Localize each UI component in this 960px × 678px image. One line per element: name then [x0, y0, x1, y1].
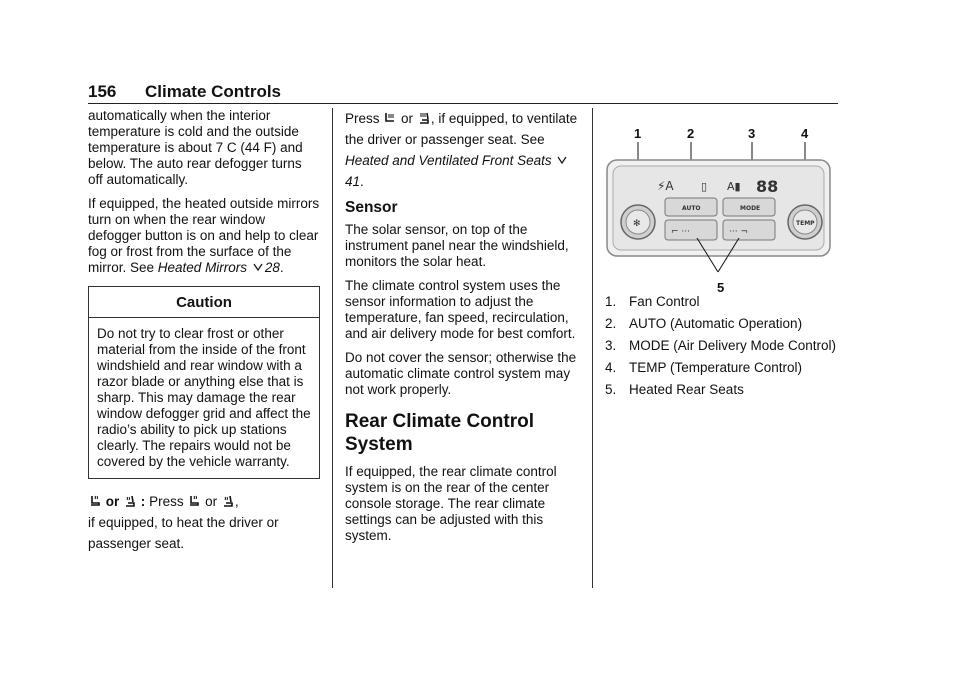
- ventilated-seat-paragraph: [345, 108, 581, 192]
- rear-climate-paragraph: If equipped, the rear climate control system is on the rear of the center console storage. The rear climate settings can be adjusted with this system.: [345, 464, 557, 543]
- column-divider: [592, 108, 593, 588]
- legend-item: [605, 316, 840, 332]
- legend-number: 1.: [605, 294, 617, 309]
- legend-number: 2.: [605, 316, 617, 331]
- column-middle: [345, 108, 581, 552]
- heated-seat-icon: [88, 494, 102, 508]
- column-right: [605, 108, 840, 404]
- callout-3: 3: [748, 126, 756, 141]
- svg-text:··· ¬: ··· ¬: [729, 227, 748, 237]
- legend-item: [605, 294, 840, 310]
- legend-text: TEMP (Temperature Control): [629, 360, 803, 375]
- sensor-heading: Sensor: [345, 199, 398, 216]
- callout-legend: [605, 294, 840, 398]
- svg-text:✻: ✻: [633, 219, 641, 229]
- defogger-paragraph: automatically when the interior temperature is cold and the outside temperature is about 7 C (44 F) and below. The auto rear defogger turns off automatically.: [88, 108, 303, 187]
- heated-seat-paragraph: [88, 491, 320, 554]
- panel-display-digits: 88: [756, 177, 779, 196]
- panel-drawing: [605, 110, 840, 280]
- heated-mirrors-paragraph: [88, 196, 320, 276]
- heated-seatback-icon: [221, 494, 235, 508]
- sensor-paragraph-3: Do not cover the sensor; otherwise the automatic climate control system may not work properly.: [345, 350, 577, 397]
- column-left: [88, 108, 320, 562]
- page-title: Climate Controls: [145, 82, 282, 101]
- mode-button-label: MODE: [740, 205, 761, 212]
- svg-text:⚡A: ⚡A: [657, 179, 674, 193]
- legend-text: Heated Rear Seats: [629, 382, 744, 397]
- or-word: or: [205, 494, 218, 509]
- ventilated-seatback-icon: [417, 111, 431, 125]
- legend-number: 3.: [605, 338, 617, 353]
- callout-2: 2: [687, 126, 695, 141]
- heated-seat-icon: [187, 494, 201, 508]
- page-number: 156: [88, 82, 117, 101]
- legend-text: Fan Control: [629, 294, 700, 309]
- heated-seatback-icon: [123, 494, 137, 508]
- caution-body: Do not try to clear frost or other material from the inside of the front windshield and rear window with a razor blade or anything else that is sharp. This may damage the rear window defogger grid and affect the radio’s ability to pick up stations clearly. The repairs would not be covered by the vehicle warranty.: [97, 326, 311, 469]
- svg-text:A▮: A▮: [727, 180, 741, 193]
- heated-seat-text: if equipped, to heat the driver or passenger seat.: [88, 515, 279, 551]
- period: .: [360, 174, 364, 189]
- column-divider: [332, 108, 333, 588]
- auto-button-label: AUTO: [682, 205, 701, 212]
- rear-climate-heading: Rear Climate Control System: [345, 411, 534, 455]
- press-word: Press: [149, 494, 184, 509]
- heated-mirrors-text: If equipped, the heated outside mirrors turn on when the rear window defogger button is on and help to clear fog or frost from the surface of the mirror. See: [88, 196, 320, 275]
- ventilated-seat-icon: [383, 111, 397, 125]
- heated-mirrors-link[interactable]: Heated Mirrors: [157, 260, 248, 275]
- sensor-paragraph-1: The solar sensor, on top of the instrument panel near the windshield, monitors the solar heat.: [345, 222, 569, 269]
- callout-4: 4: [801, 126, 809, 141]
- temp-knob-label: TEMP: [796, 220, 815, 227]
- caution-title: Caution: [89, 287, 319, 318]
- legend-item: [605, 382, 840, 398]
- callout-1: 1: [634, 126, 642, 141]
- legend-number: 4.: [605, 360, 617, 375]
- rear-climate-panel-illustration: [605, 110, 840, 295]
- ventilated-seat-text: , if equipped, to ventilate the driver or passenger seat. See: [345, 111, 578, 147]
- page-reference-arrow-icon: [555, 153, 569, 167]
- colon: :: [140, 494, 146, 509]
- sensor-paragraph-2: The climate control system uses the sensor information to adjust the temperature, fan speed, recirculation, and air delivery mode for best comfort.: [345, 278, 576, 341]
- legend-text: MODE (Air Delivery Mode Control): [629, 338, 837, 353]
- press-word: Press: [345, 111, 380, 126]
- legend-item: [605, 338, 840, 354]
- heated-mirrors-page[interactable]: 28: [264, 260, 280, 275]
- callout-5: 5: [717, 280, 725, 295]
- legend-item: [605, 360, 840, 376]
- header-rule: [88, 103, 838, 104]
- or-word: or: [401, 111, 414, 126]
- page-reference-arrow-icon: [251, 260, 265, 274]
- legend-number: 5.: [605, 382, 617, 397]
- svg-text:⌐ ···: ⌐ ···: [671, 227, 690, 237]
- or-word: or: [105, 494, 120, 509]
- heated-ventilated-seats-link[interactable]: Heated and Ventilated Front Seats: [345, 153, 552, 168]
- period: .: [279, 260, 284, 275]
- caution-box: [88, 286, 320, 479]
- heated-ventilated-seats-page[interactable]: 41: [345, 174, 361, 189]
- svg-text:▯: ▯: [701, 180, 708, 193]
- comma: ,: [234, 494, 239, 509]
- legend-text: AUTO (Automatic Operation): [629, 316, 803, 331]
